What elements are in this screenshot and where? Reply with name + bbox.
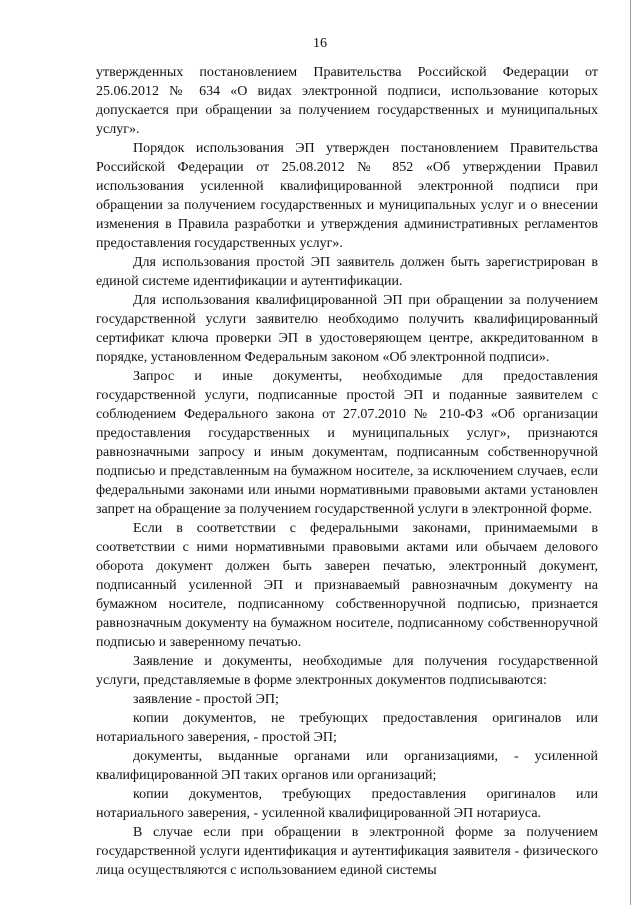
paragraph: Заявление и документы, необходимые для получения государственной услуги, представляемые в форме электронных документов подписываются: <box>96 654 598 688</box>
list-item: копии документов, требующих предоставления оригиналов или нотариального заверения, - усиленной квалифицированной ЭП нотариуса. <box>96 787 598 821</box>
paragraph: В случае если при обращении в электронной форме за получением государственной услуги идентификация и аутентификация заявителя - физического лица осуществляются с использованием единой системы <box>96 825 598 878</box>
paragraph-continuation: утвержденных постановлением Правительства Российской Федерации от 25.06.2012 № 634 «О видах электронной подписи, использование которых допускается при обращении за получением государственных и муниципальных услуг». <box>96 65 598 137</box>
paragraph: Порядок использования ЭП утвержден постановлением Правительства Российской Федерации от 25.08.2012 № 852 «Об утверждении Правил использования усиленной квалифицированной электронной подписи при обращении за получением государственных и муниципальных услуг и о внесении изменения в Правила разработки и утверждения административных регламентов предоставления государственных услуг». <box>96 141 598 251</box>
paragraph: Запрос и иные документы, необходимые для предоставления государственной услуги, подписанные простой ЭП и поданные заявителем с соблюдением Федерального закона от 27.07.2010 № 210-ФЗ «Об организации предоставления государственных и муниципальных услуг», признаются равнозначными запросу и иным документам, подписанным собственноручной подписью и представленным на бумажном носителе, за исключением случаев, если федеральными законами или иными нормативными правовыми актами установлен запрет на обращение за получением государственной услуги в электронной форме. <box>96 369 598 517</box>
list-item: копии документов, не требующих предоставления оригиналов или нотариального заверения, - простой ЭП; <box>96 711 598 745</box>
page-number: 16 <box>313 36 327 51</box>
paragraph: Для использования простой ЭП заявитель должен быть зарегистрирован в единой системе идентификации и аутентификации. <box>96 255 598 289</box>
document-body <box>96 63 598 880</box>
list-item: документы, выданные органами или организациями, - усиленной квалифицированной ЭП таких органов или организаций; <box>96 749 598 783</box>
paragraph: Если в соответствии с федеральными законами, принимаемыми в соответствии с ними нормативными правовыми актами или обычаем делового оборота документ должен быть заверен печатью, электронный документ, подписанный усиленной ЭП и признаваемый равнозначным документу на бумажном носителе, подписанному собственноручной подписью, признается равнозначным документу на бумажном носителе, подписанному собственноручной подписью и заверенному печатью. <box>96 521 598 650</box>
list-item: заявление - простой ЭП; <box>133 692 279 707</box>
paragraph: Для использования квалифицированной ЭП при обращении за получением государственной услуги заявителю необходимо получить квалифицированный сертификат ключа проверки ЭП в удостоверяющем центре, аккредитованном в порядке, установленном Федеральным законом «Об электронной подписи». <box>96 293 598 365</box>
scan-edge-line <box>630 0 631 905</box>
